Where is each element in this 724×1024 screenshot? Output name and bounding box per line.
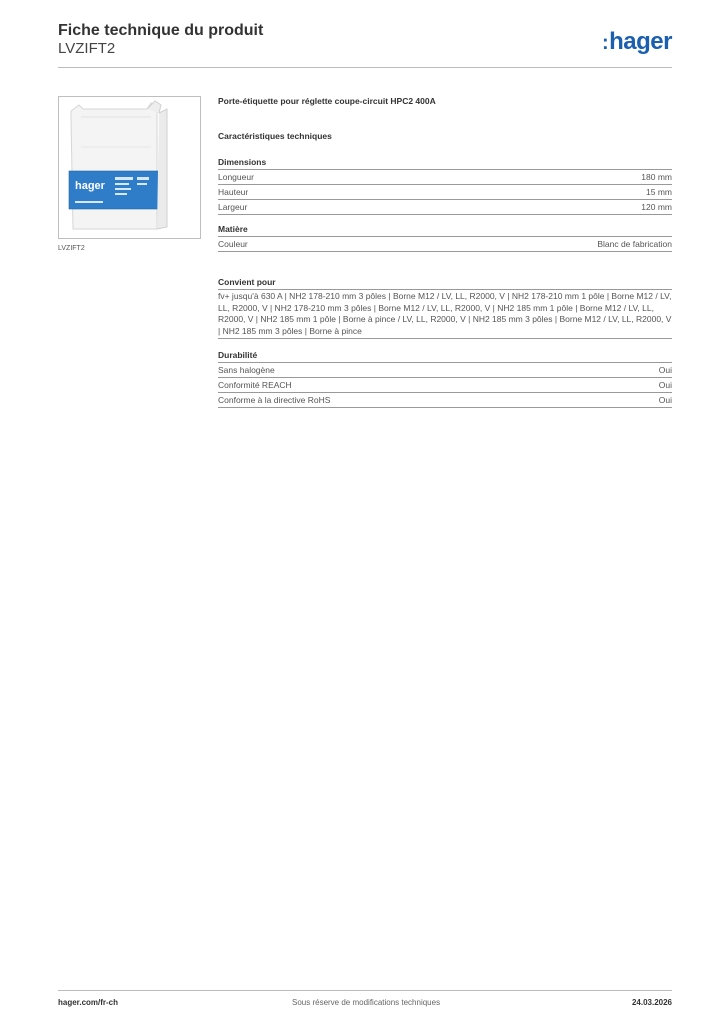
spec-value: Oui <box>658 395 672 405</box>
header-divider <box>58 67 672 68</box>
spec-label: Longueur <box>218 172 254 182</box>
spec-value: Blanc de fabrication <box>597 239 672 249</box>
spec-value: 15 mm <box>646 187 672 197</box>
spec-row <box>218 393 672 408</box>
image-label-logo: hager <box>75 180 105 192</box>
spec-label: Hauteur <box>218 187 249 197</box>
spec-value: Oui <box>658 380 672 390</box>
spec-label: Conformité REACH <box>218 380 292 390</box>
section-title: Matière <box>218 223 672 237</box>
section-title: Durabilité <box>218 349 672 363</box>
spec-label: Conforme à la directive RoHS <box>218 395 331 405</box>
product-description: Porte-étiquette pour réglette coupe-circuit HPC2 400A <box>218 96 436 106</box>
footer-website-link[interactable]: hager.com/fr-ch <box>58 998 119 1007</box>
spec-label: Couleur <box>218 239 248 249</box>
spec-row <box>218 363 672 378</box>
spec-value: Oui <box>658 365 672 375</box>
logo-dots-icon: : <box>601 32 609 54</box>
spec-row <box>218 237 672 252</box>
spec-value: 120 mm <box>641 202 672 212</box>
compatibility-text: fv+ jusqu'à 630 A | NH2 178-210 mm 3 pôles | Borne M12 / LV, LL, R2000, V | NH2 178-210 mm 1 pôle | Borne M12 / LV, LL, R2000, V | NH2 178-210 mm 3 pôles | Borne M12 / LV, LL, R2000, V | NH2 185 mm 1 pôle | Borne M12 / LV, LL, R2000, V | NH2 185 mm 1 pôle | Borne à pince / LV, LL, R2000, V | NH2 185 mm 3 pôles | Borne M12 / LV, LL, R2000, V | NH2 185 mm 3 pôles | Borne à pince <box>218 290 672 339</box>
spec-row <box>218 378 672 393</box>
product-reference: LVZIFT2 <box>58 40 116 57</box>
hager-logo <box>602 28 672 56</box>
section-dimensions <box>218 156 672 215</box>
footer-divider <box>58 990 672 991</box>
spec-row <box>218 170 672 185</box>
section-convient <box>218 276 672 339</box>
footer-date: 24.03.2026 <box>631 998 672 1007</box>
section-title: Convient pour <box>218 276 672 290</box>
product-image <box>59 97 200 238</box>
tech-characteristics-heading: Caractéristiques techniques <box>218 131 332 141</box>
section-title: Dimensions <box>218 156 672 170</box>
image-caption: LVZIFT2 <box>58 245 85 252</box>
spec-row <box>218 185 672 200</box>
section-matiere <box>218 223 672 252</box>
footer-disclaimer: Sous réserve de modifications techniques <box>292 998 441 1007</box>
page-title: Fiche technique du produit <box>58 22 264 39</box>
spec-value: 180 mm <box>641 172 672 182</box>
spec-label: Largeur <box>218 202 248 212</box>
product-image-frame <box>58 96 201 239</box>
spec-label: Sans halogène <box>218 365 275 375</box>
section-durabilite <box>218 349 672 408</box>
logo-text: hager <box>609 28 672 55</box>
spec-row <box>218 200 672 215</box>
